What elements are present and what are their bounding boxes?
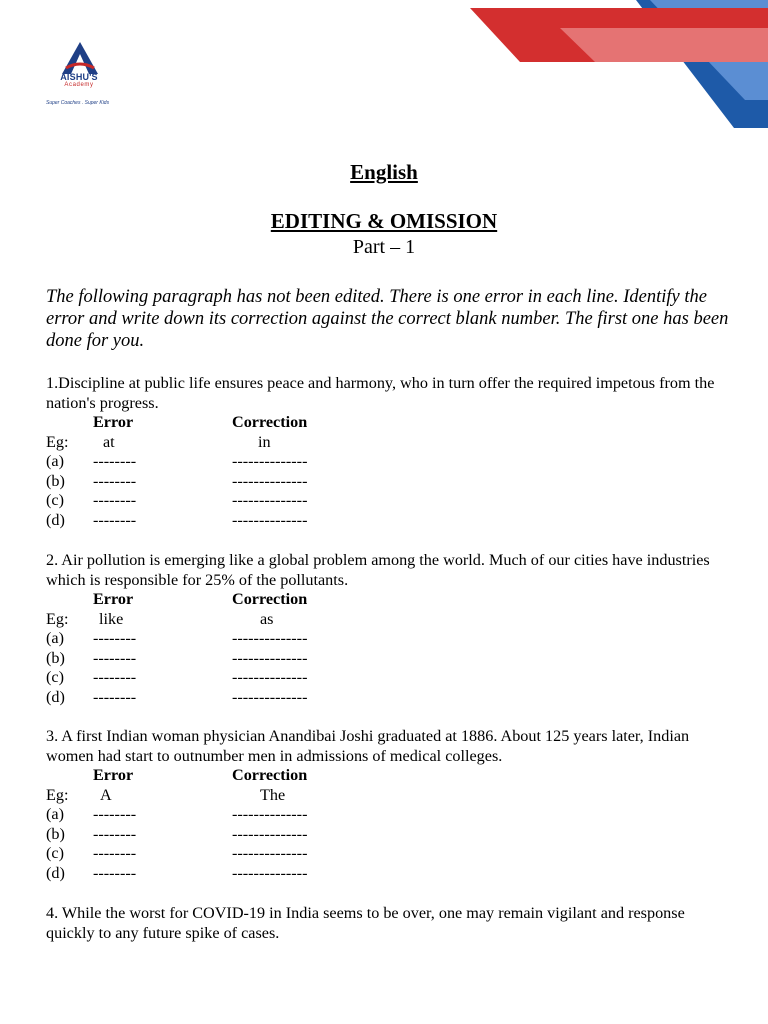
row-label: (b) bbox=[46, 471, 65, 490]
answer-header bbox=[46, 766, 736, 786]
row-label: Eg: bbox=[46, 432, 69, 451]
correction-blank: -------------- bbox=[232, 687, 308, 706]
row-label: Eg: bbox=[46, 785, 69, 804]
answer-row-example bbox=[46, 610, 736, 630]
correction-blank: -------------- bbox=[232, 668, 308, 686]
answer-row-a bbox=[46, 805, 736, 825]
row-label: (c) bbox=[46, 491, 64, 509]
worksheet-heading: EDITING & OMISSION bbox=[270, 209, 498, 233]
subject-title: English bbox=[350, 160, 418, 184]
error-blank: -------- bbox=[93, 648, 137, 667]
correction-blank: -------------- bbox=[232, 844, 308, 862]
answer-row-example bbox=[46, 786, 736, 806]
row-label: (a) bbox=[46, 452, 64, 470]
instructions: The following paragraph has not been edited. There is one error in each line. Identify the error and write down its correction against the correct blank number. The first one has been done for you. bbox=[46, 287, 729, 351]
row-label: (a) bbox=[46, 629, 64, 647]
question-3 bbox=[46, 727, 736, 883]
row-label: (c) bbox=[46, 668, 64, 686]
error-blank: -------- bbox=[93, 471, 137, 490]
answer-row-d bbox=[46, 864, 736, 884]
answer-row-b bbox=[46, 472, 736, 492]
answer-row-b bbox=[46, 825, 736, 845]
row-label: (c) bbox=[46, 844, 64, 862]
correction-blank: -------------- bbox=[232, 629, 308, 647]
error-column-header: Error bbox=[93, 413, 134, 431]
part-label: Part – 1 bbox=[352, 236, 416, 258]
error-blank: -------- bbox=[93, 844, 137, 862]
question-2 bbox=[46, 551, 736, 707]
row-label: (a) bbox=[46, 805, 64, 823]
question-4 bbox=[46, 903, 736, 943]
error-blank: -------- bbox=[93, 668, 137, 686]
academy-logo bbox=[44, 42, 124, 112]
error-blank: -------- bbox=[93, 824, 137, 843]
answer-row-example bbox=[46, 433, 736, 453]
error-blank: -------- bbox=[93, 452, 137, 470]
row-label: Eg: bbox=[46, 609, 69, 628]
error-cell: at bbox=[103, 432, 115, 451]
correction-blank: -------------- bbox=[232, 491, 308, 509]
error-cell: like bbox=[99, 609, 124, 628]
correction-blank: -------------- bbox=[232, 648, 308, 667]
answer-header bbox=[46, 413, 736, 433]
error-column-header: Error bbox=[93, 590, 134, 608]
correction-column-header: Correction bbox=[232, 413, 308, 431]
error-blank: -------- bbox=[93, 863, 137, 882]
row-label: (d) bbox=[46, 510, 65, 529]
answer-row-a bbox=[46, 452, 736, 472]
error-blank: -------- bbox=[93, 687, 137, 706]
correction-blank: -------------- bbox=[232, 824, 308, 843]
correction-column-header: Correction bbox=[232, 766, 308, 784]
error-blank: -------- bbox=[93, 629, 137, 647]
logo-a-mark bbox=[60, 42, 100, 74]
answer-row-b bbox=[46, 649, 736, 669]
correction-blank: -------------- bbox=[232, 863, 308, 882]
question-text: 4. While the worst for COVID-19 in India seems to be over, one may remain vigilant and response quickly to any future spike of cases. bbox=[46, 904, 685, 942]
row-label: (b) bbox=[46, 824, 65, 843]
correction-blank: -------------- bbox=[232, 471, 308, 490]
row-label: (d) bbox=[46, 687, 65, 706]
error-column-header: Error bbox=[93, 766, 134, 784]
answer-row-c bbox=[46, 844, 736, 864]
correction-cell: The bbox=[260, 785, 286, 804]
banner-red-light bbox=[560, 28, 768, 62]
answer-row-d bbox=[46, 688, 736, 708]
error-blank: -------- bbox=[93, 491, 137, 509]
row-label: (d) bbox=[46, 863, 65, 882]
answer-row-c bbox=[46, 491, 736, 511]
correction-blank: -------------- bbox=[232, 805, 308, 823]
answer-row-c bbox=[46, 668, 736, 688]
error-cell: A bbox=[100, 785, 112, 804]
error-blank: -------- bbox=[93, 510, 137, 529]
error-blank: -------- bbox=[93, 805, 137, 823]
question-text: 3. A first Indian woman physician Anandibai Joshi graduated at 1886. About 125 years later, Indian women had start to outnumber men in admissions of medical colleges. bbox=[46, 727, 690, 765]
question-text: 1.Discipline at public life ensures peace and harmony, who in turn offer the required impetous from the nation's progress. bbox=[46, 374, 715, 412]
logo-name: AISHU'S bbox=[60, 72, 98, 82]
answer-row-a bbox=[46, 629, 736, 649]
question-text: 2. Air pollution is emerging like a global problem among the world. Much of our cities have industries which is responsible for 25% of the pollutants. bbox=[46, 551, 710, 589]
question-1 bbox=[46, 374, 736, 530]
correction-column-header: Correction bbox=[232, 590, 308, 608]
correction-blank: -------------- bbox=[232, 510, 308, 529]
correction-cell: as bbox=[260, 609, 274, 628]
answer-row-d bbox=[46, 511, 736, 531]
correction-blank: -------------- bbox=[232, 452, 308, 470]
correction-cell: in bbox=[258, 432, 271, 451]
row-label: (b) bbox=[46, 648, 65, 667]
logo-tagline: Super Coaches . Super Kids bbox=[46, 100, 110, 106]
answer-header bbox=[46, 590, 736, 610]
logo-subtitle: Academy bbox=[64, 82, 94, 88]
